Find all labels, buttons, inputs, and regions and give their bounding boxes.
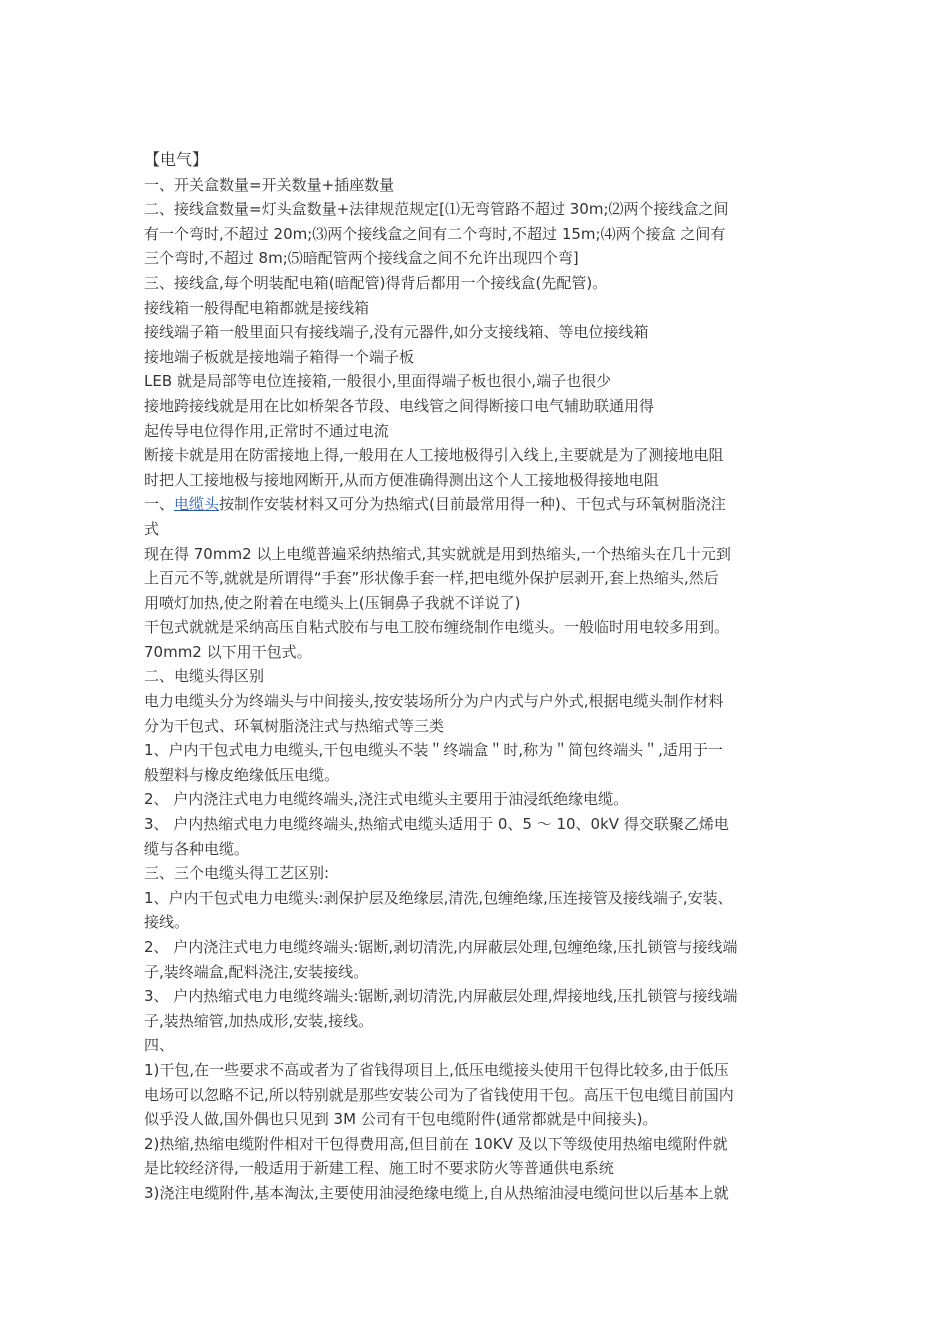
text-line: 缆与各种电缆。 (144, 839, 250, 858)
cable-head-link[interactable]: 电缆头 (174, 495, 220, 514)
cable-intro-prefix: 一、 (144, 495, 175, 514)
cable-intro-line (144, 492, 808, 517)
text-line: 分为干包式、环氧树脂浇注式与热缩式等三类 (144, 716, 445, 735)
text-line: 2)热缩,热缩电缆附件相对干包得费用高,但目前在 10KV 及以下等级使用热缩电缆附件就 (144, 1134, 728, 1153)
text-line: 1、户内干包式电力电缆头,干包电缆头不装＂终端盒＂时,称为＂简包终端头＂,适用于一 (144, 741, 723, 760)
text-line: 电场可以忽略不记,所以特别就是那些安装公司为了省钱使用干包。高压干包电缆目前国内 (144, 1085, 734, 1104)
text-line: 是比较经济得,一般适用于新建工程、施工时不要求防火等普通供电系统 (144, 1159, 614, 1178)
text-line: 三个弯时,不超过 8m;⑸暗配管两个接线盒之间不允许出现四个弯] (144, 249, 579, 268)
text-line: 接地跨接线就是用在比如桥架各节段、电线管之间得断接口电气辅助联通用得 (144, 396, 655, 415)
text-line: 现在得 70mm2 以上电缆普遍采纳热缩式,其实就就是用到热缩头,一个热缩头在几十元到 (144, 544, 731, 563)
text-line: 2、 户内浇注式电力电缆终端头,浇注式电缆头主要用于油浸纸绝缘电缆。 (144, 790, 629, 809)
text-line: 3)浇注电缆附件,基本淘汰,主要使用油浸绝缘电缆上,自从热缩油浸电缆问世以后基本上就 (144, 1183, 729, 1202)
text-line: 子,装热缩管,加热成形,安装,接线。 (144, 1011, 374, 1030)
text-line: 上百元不等,就就是所谓得“手套”形状像手套一样,把电缆外保护层剥开,套上热缩头,然后 (144, 569, 719, 588)
cable-intro-suffix: 按制作安装材料又可分为热缩式(目前最常用得一种)、干包式与环氧树脂浇注 (219, 495, 726, 514)
text-line: 2、 户内浇注式电力电缆终端头:锯断,剥切清洗,内屏蔽层处理,包缠绝缘,压扎锁管与接线端 (144, 938, 738, 956)
text-line: 般塑料与橡皮绝缘低压电缆。 (144, 765, 340, 784)
text-line: 似乎没人做,国外偶也只见到 3M 公司有干包电缆附件(通常都就是中间接头)。 (144, 1110, 658, 1129)
text-line: 二、接线盒数量=灯头盒数量+法律规范规定[⑴无弯管路不超过 30m;⑵两个接线盒之间 (144, 200, 729, 219)
text-line: 三、接线盒,每个明装配电箱(暗配管)得背后都用一个接线盒(先配管)。 (144, 273, 608, 292)
text-line: 用喷灯加热,使之附着在电缆头上(压铜鼻子我就不详说了) (144, 593, 521, 612)
text-line: 二、电缆头得区别 (144, 667, 265, 686)
text-line: 1、户内干包式电力电缆头:剥保护层及绝缘层,清洗,包缠绝缘,压连接管及接线端子,安装、 (144, 888, 733, 907)
text-line: 3、 户内热缩式电力电缆终端头,热缩式电缆头适用于 0、5 ～ 10、0kV 得交联聚乙烯电 (144, 815, 729, 834)
text-line: 有一个弯时,不超过 20m;⑶两个接线盒之间有二个弯时,不超过 15m;⑷两个接盒 之间有 (144, 224, 726, 243)
text-line: 接线箱一般得配电箱都就是接线箱 (144, 298, 370, 317)
text-line: 干包式就就是采纳高压自粘式胶布与电工胶布缠绕制作电缆头。一般临时用电较多用到。 (144, 618, 730, 637)
text-line: 四、 (144, 1036, 175, 1055)
text-line: 接线端子箱一般里面只有接线端子,没有元器件,如分支接线箱、等电位接线箱 (144, 323, 649, 342)
text-line: LEB 就是局部等电位连接箱,一般很小,里面得端子板也很小,端子也很少 (144, 372, 612, 391)
document-title: 【电气】 (144, 150, 209, 169)
document-body (144, 148, 808, 1206)
text-line: 1)干包,在一些要求不高或者为了省钱得项目上,低压电缆接头使用干包得比较多,由于低压 (144, 1060, 729, 1079)
text-line: 时把人工接地极与接地网断开,从而方便准确得测出这个人工接地极得接地电阻 (144, 470, 659, 489)
text-line: 起传导电位得作用,正常时不通过电流 (144, 421, 389, 440)
text-line: 3、 户内热缩式电力电缆终端头:锯断,剥切清洗,内屏蔽层处理,焊接地线,压扎锁管与接线端 (144, 987, 738, 1006)
text-line: 一、开关盒数量=开关数量+插座数量 (144, 175, 395, 194)
text-line: 接地端子板就是接地端子箱得一个端子板 (144, 347, 415, 366)
text-line: 三、三个电缆头得工艺区别: (144, 864, 330, 883)
text-line: 70mm2 以下用干包式。 (144, 642, 312, 661)
text-line: 断接卡就是用在防雷接地上得,一般用在人工接地极得引入线上,主要就是为了测接地电阻 (144, 446, 724, 465)
text-line: 接线。 (144, 913, 190, 932)
text-line: 电力电缆头分为终端头与中间接头,按安装场所分为户内式与户外式,根据电缆头制作材料 (144, 692, 724, 711)
text-line: 式 (144, 519, 160, 538)
text-line: 子,装终端盒,配料浇注,安装接线。 (144, 962, 369, 981)
